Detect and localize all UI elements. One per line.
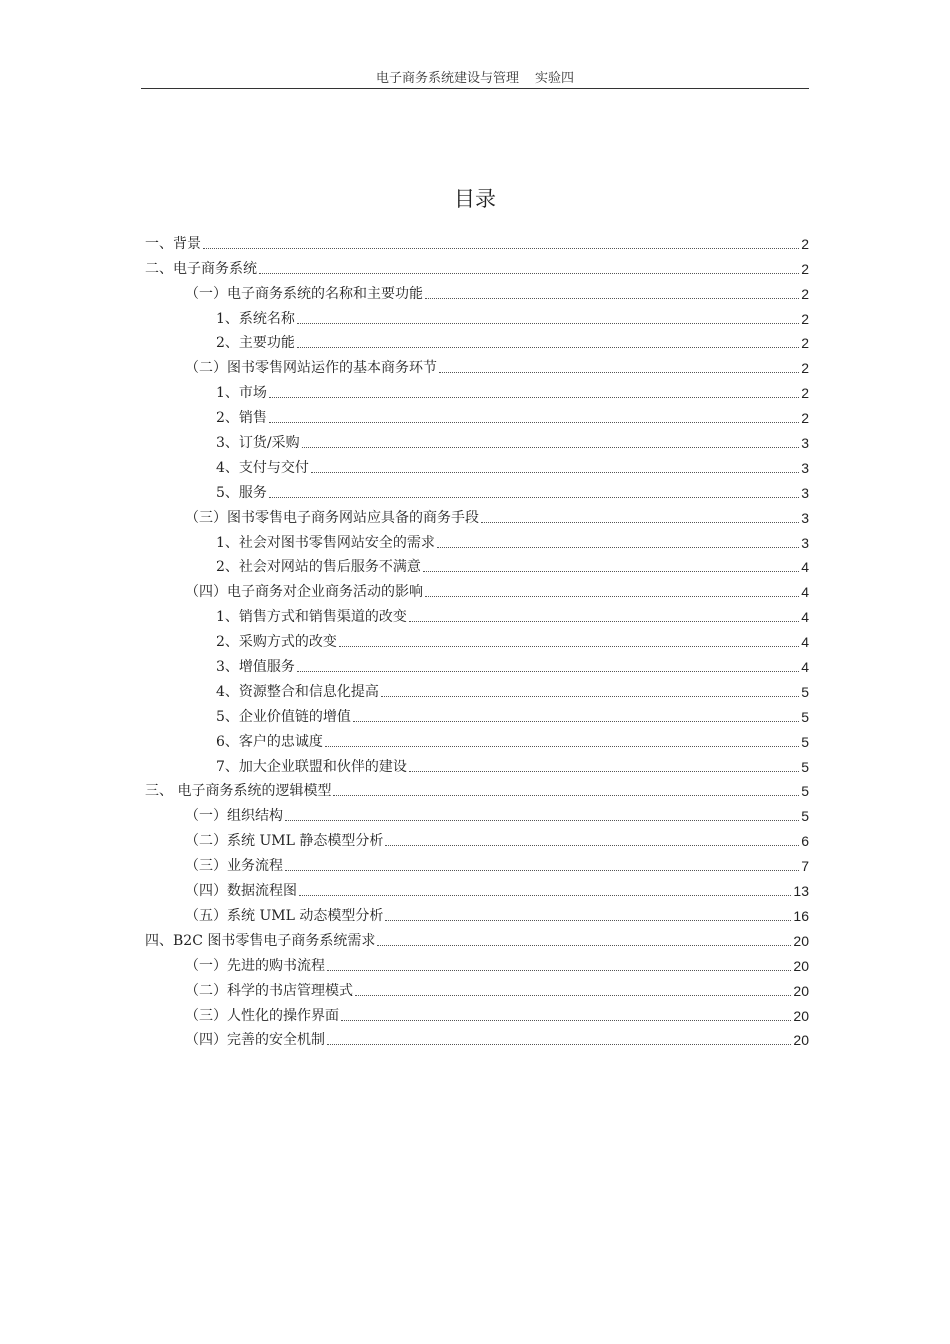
toc-page-number: 2 xyxy=(801,410,809,427)
toc-page-number: 7 xyxy=(801,858,809,875)
toc-dot-leader xyxy=(355,994,791,996)
toc-entry[interactable] xyxy=(141,801,809,826)
toc-entry-text: 5、服务 xyxy=(216,484,267,501)
toc-entry-text: 4、支付与交付 xyxy=(216,459,309,476)
toc-dot-leader xyxy=(481,521,799,523)
toc-entry[interactable] xyxy=(141,976,809,1001)
toc-dot-leader xyxy=(437,546,799,548)
toc-page-number: 4 xyxy=(801,584,809,601)
toc-entry[interactable] xyxy=(141,428,809,453)
toc-dot-leader xyxy=(333,794,799,796)
toc-entry-text: （一）电子商务系统的名称和主要功能 xyxy=(185,285,423,302)
toc-dot-leader xyxy=(385,919,791,921)
toc-page-number: 4 xyxy=(801,559,809,576)
toc-entry[interactable] xyxy=(141,403,809,428)
toc-entry-text: 2、社会对网站的售后服务不满意 xyxy=(216,559,421,576)
toc-entry[interactable] xyxy=(141,1001,809,1026)
toc-entry[interactable] xyxy=(141,777,809,802)
toc-dot-leader xyxy=(381,695,799,697)
toc-entry[interactable] xyxy=(141,577,809,602)
toc-entry[interactable] xyxy=(141,279,809,304)
toc-dot-leader xyxy=(425,297,799,299)
toc-entry[interactable] xyxy=(141,752,809,777)
toc-dot-leader xyxy=(327,969,791,971)
toc-entry[interactable] xyxy=(141,702,809,727)
toc-entry-text: 2、销售 xyxy=(216,410,267,427)
toc-dot-leader xyxy=(425,595,799,597)
toc-entry-text: （四）电子商务对企业商务活动的影响 xyxy=(185,584,423,601)
toc-entry-text: 7、加大企业联盟和伙伴的建设 xyxy=(216,758,407,775)
toc-dot-leader xyxy=(285,819,799,821)
toc-dot-leader xyxy=(269,496,799,498)
toc-entry[interactable] xyxy=(141,901,809,926)
toc-dot-leader xyxy=(259,272,799,274)
toc-entry-text: （四）完善的安全机制 xyxy=(185,1032,325,1049)
table-of-contents xyxy=(141,229,809,1050)
toc-page-number: 5 xyxy=(801,758,809,775)
toc-page-number: 2 xyxy=(801,335,809,352)
toc-page-number: 13 xyxy=(793,883,809,900)
toc-entry[interactable] xyxy=(141,1026,809,1051)
toc-page-number: 3 xyxy=(801,509,809,526)
toc-entry-text: 1、销售方式和销售渠道的改变 xyxy=(216,609,407,626)
toc-page-number: 20 xyxy=(793,982,809,999)
toc-entry[interactable] xyxy=(141,478,809,503)
toc-dot-leader xyxy=(297,670,799,672)
toc-entry[interactable] xyxy=(141,951,809,976)
toc-dot-leader xyxy=(439,371,799,373)
toc-dot-leader xyxy=(299,894,791,896)
toc-dot-leader xyxy=(341,1019,791,1021)
toc-entry-text: 1、社会对图书零售网站安全的需求 xyxy=(216,534,435,551)
header-course-title: 电子商务系统建设与管理 xyxy=(375,71,519,86)
toc-entry[interactable] xyxy=(141,229,809,254)
toc-dot-leader xyxy=(353,720,799,722)
toc-entry-text: （二）科学的书店管理模式 xyxy=(185,982,353,999)
toc-entry-text: （一）先进的购书流程 xyxy=(185,957,325,974)
toc-title: 目录 xyxy=(454,187,496,211)
toc-page-number: 3 xyxy=(801,435,809,452)
toc-page-number: 3 xyxy=(801,534,809,551)
toc-entry-text: 4、资源整合和信息化提高 xyxy=(216,683,379,700)
toc-dot-leader xyxy=(297,322,799,324)
toc-entry-text: 四、B2C 图书零售电子商务系统需求 xyxy=(145,932,376,949)
toc-page-number: 16 xyxy=(793,907,809,924)
toc-entry-text: 2、主要功能 xyxy=(216,335,295,352)
toc-entry[interactable] xyxy=(141,602,809,627)
toc-page-number: 5 xyxy=(801,733,809,750)
toc-entry[interactable] xyxy=(141,627,809,652)
toc-entry-text: （三）图书零售电子商务网站应具备的商务手段 xyxy=(185,509,479,526)
toc-entry-text: 6、客户的忠诚度 xyxy=(216,733,323,750)
toc-page-number: 2 xyxy=(801,360,809,377)
toc-entry-text: （三）人性化的操作界面 xyxy=(185,1007,339,1024)
toc-entry[interactable] xyxy=(141,652,809,677)
toc-entry-text: 2、采购方式的改变 xyxy=(216,634,337,651)
toc-entry-text: 一、背景 xyxy=(145,235,201,252)
toc-page-number: 5 xyxy=(801,783,809,800)
toc-page-number: 6 xyxy=(801,833,809,850)
toc-dot-leader xyxy=(285,869,799,871)
toc-entry-text: （二）图书零售网站运作的基本商务环节 xyxy=(185,360,437,377)
toc-page-number: 2 xyxy=(801,310,809,327)
toc-dot-leader xyxy=(325,745,799,747)
toc-entry[interactable] xyxy=(141,851,809,876)
toc-entry[interactable] xyxy=(141,553,809,578)
toc-dot-leader xyxy=(297,346,799,348)
toc-dot-leader xyxy=(302,446,800,448)
toc-entry-text: 5、企业价值链的增值 xyxy=(216,708,351,725)
toc-page-number: 20 xyxy=(793,957,809,974)
toc-page-number: 3 xyxy=(801,484,809,501)
toc-dot-leader xyxy=(339,645,799,647)
header-lab-title: 实验四 xyxy=(535,71,575,86)
toc-entry[interactable] xyxy=(141,378,809,403)
toc-entry-text: （四）数据流程图 xyxy=(185,883,297,900)
toc-entry-text: （二）系统 UML 静态模型分析 xyxy=(185,833,384,850)
toc-dot-leader xyxy=(385,844,799,846)
toc-entry-text: 二、电子商务系统 xyxy=(145,260,257,277)
toc-entry[interactable] xyxy=(141,826,809,851)
page-header xyxy=(141,70,809,89)
toc-entry-text: （一）组织结构 xyxy=(185,808,283,825)
toc-entry[interactable] xyxy=(141,254,809,279)
toc-entry[interactable] xyxy=(141,304,809,329)
toc-entry-text: 1、市场 xyxy=(216,385,267,402)
toc-entry[interactable] xyxy=(141,876,809,901)
toc-dot-leader xyxy=(409,770,799,772)
toc-dot-leader xyxy=(377,944,791,946)
toc-dot-leader xyxy=(423,570,799,572)
toc-entry-text: 1、系统名称 xyxy=(216,310,295,327)
toc-page-number: 4 xyxy=(801,609,809,626)
toc-page-number: 20 xyxy=(793,932,809,949)
toc-entry-text: 三、 电子商务系统的逻辑模型 xyxy=(145,783,332,800)
toc-page-number: 2 xyxy=(801,385,809,402)
toc-page-number: 2 xyxy=(801,235,809,252)
toc-entry[interactable] xyxy=(141,677,809,702)
toc-entry-text: 3、订货/采购 xyxy=(216,435,300,452)
toc-entry[interactable] xyxy=(141,926,809,951)
toc-page-number: 3 xyxy=(801,459,809,476)
toc-page-number: 4 xyxy=(801,634,809,651)
toc-dot-leader xyxy=(203,247,799,249)
toc-page-number: 5 xyxy=(801,708,809,725)
toc-dot-leader xyxy=(327,1043,791,1045)
toc-dot-leader xyxy=(311,471,799,473)
toc-page-number: 2 xyxy=(801,260,809,277)
toc-entry[interactable] xyxy=(141,353,809,378)
toc-entry[interactable] xyxy=(141,727,809,752)
toc-dot-leader xyxy=(269,421,799,423)
toc-entry[interactable] xyxy=(141,453,809,478)
toc-page-number: 4 xyxy=(801,659,809,676)
toc-page-number: 20 xyxy=(793,1032,809,1049)
toc-entry[interactable] xyxy=(141,503,809,528)
toc-entry[interactable] xyxy=(141,329,809,354)
toc-dot-leader xyxy=(269,396,799,398)
toc-entry-text: 3、增值服务 xyxy=(216,659,295,676)
toc-entry-text: （五）系统 UML 动态模型分析 xyxy=(185,907,384,924)
toc-dot-leader xyxy=(409,620,799,622)
toc-entry-text: （三）业务流程 xyxy=(185,858,283,875)
toc-page-number: 20 xyxy=(793,1007,809,1024)
toc-page-number: 5 xyxy=(801,808,809,825)
toc-page-number: 5 xyxy=(801,683,809,700)
toc-entry[interactable] xyxy=(141,528,809,553)
toc-page-number: 2 xyxy=(801,285,809,302)
